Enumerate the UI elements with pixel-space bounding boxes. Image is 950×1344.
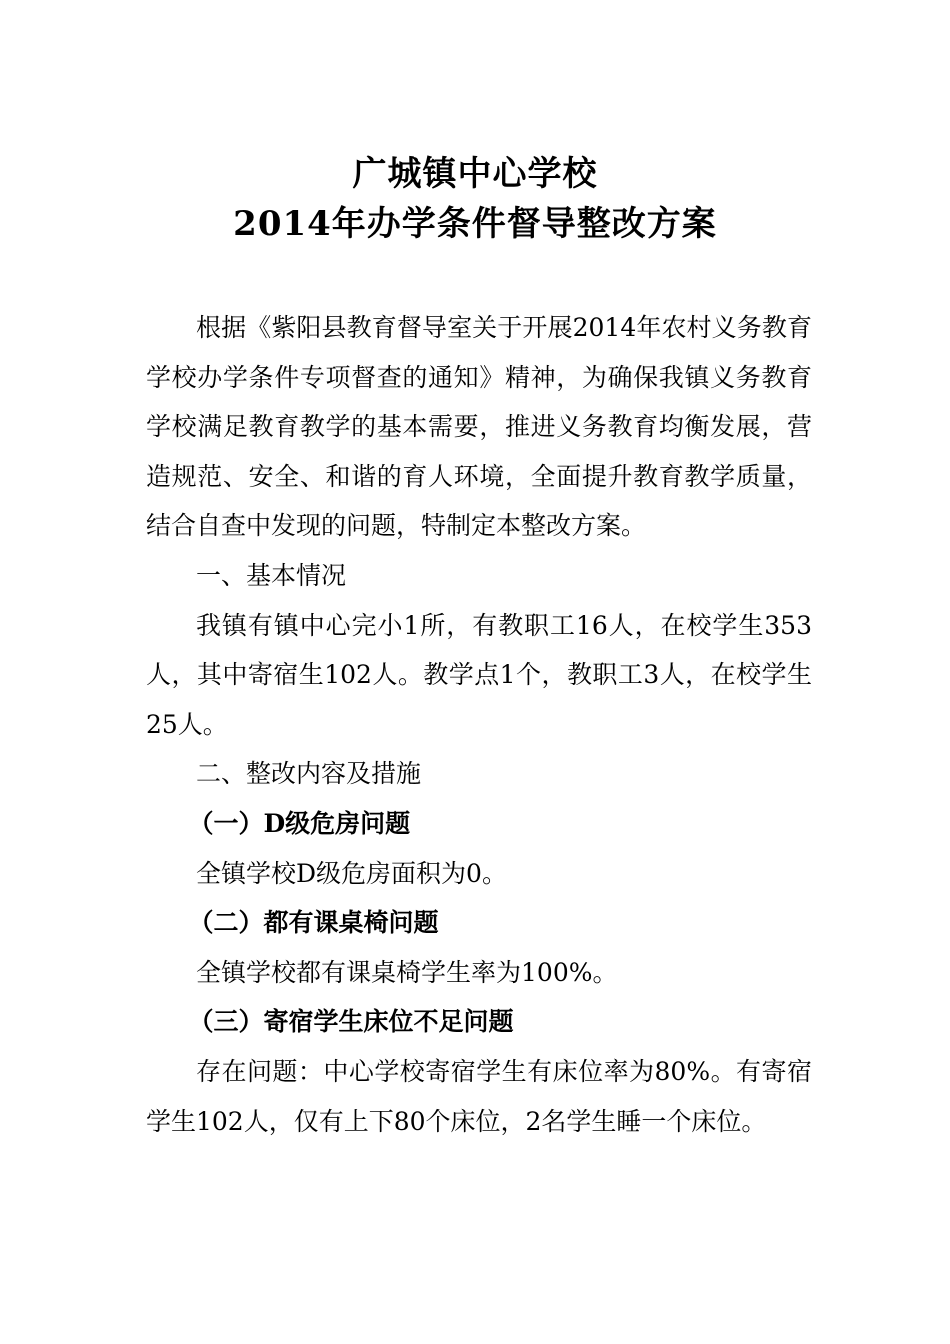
document-title-line2: 2014年办学条件督导整改方案 bbox=[233, 204, 717, 244]
subsection1-paragraph: 全镇学校D级危房面积为0。 bbox=[196, 858, 507, 888]
subsection2-heading: （二）都有课桌椅问题 bbox=[188, 908, 439, 938]
subsection3-paragraph: 存在问题：中心学校寄宿学生有床位率为80%。有寄宿学生102人，仅有上下80个床位，2名学生睡一个床位。 bbox=[146, 1056, 812, 1136]
document-title-line1: 广城镇中心学校 bbox=[352, 154, 598, 194]
section1-heading: 一、基本情况 bbox=[196, 560, 347, 590]
document-body bbox=[146, 303, 812, 1146]
intro-paragraph: 根据《紫阳县教育督导室关于开展2014年农村义务教育学校办学条件专项督查的通知》精神，为确保我镇义务教育学校满足教育教学的基本需要，推进义务教育均衡发展，营造规范、安全、和谐的育人环境，全面提升教育教学质量，结合自查中发现的问题，特制定本整改方案。 bbox=[146, 313, 812, 541]
section1-paragraph: 我镇有镇中心完小1所，有教职工16人，在校学生353人，其中寄宿生102人。教学点1个，教职工3人，在校学生25人。 bbox=[146, 610, 812, 739]
subsection1-heading: （一）D级危房问题 bbox=[188, 808, 411, 838]
subsection2-paragraph: 全镇学校都有课桌椅学生率为100%。 bbox=[196, 957, 618, 987]
subsection3-heading: （三）寄宿学生床位不足问题 bbox=[188, 1007, 514, 1037]
section2-heading: 二、整改内容及措施 bbox=[196, 759, 422, 789]
